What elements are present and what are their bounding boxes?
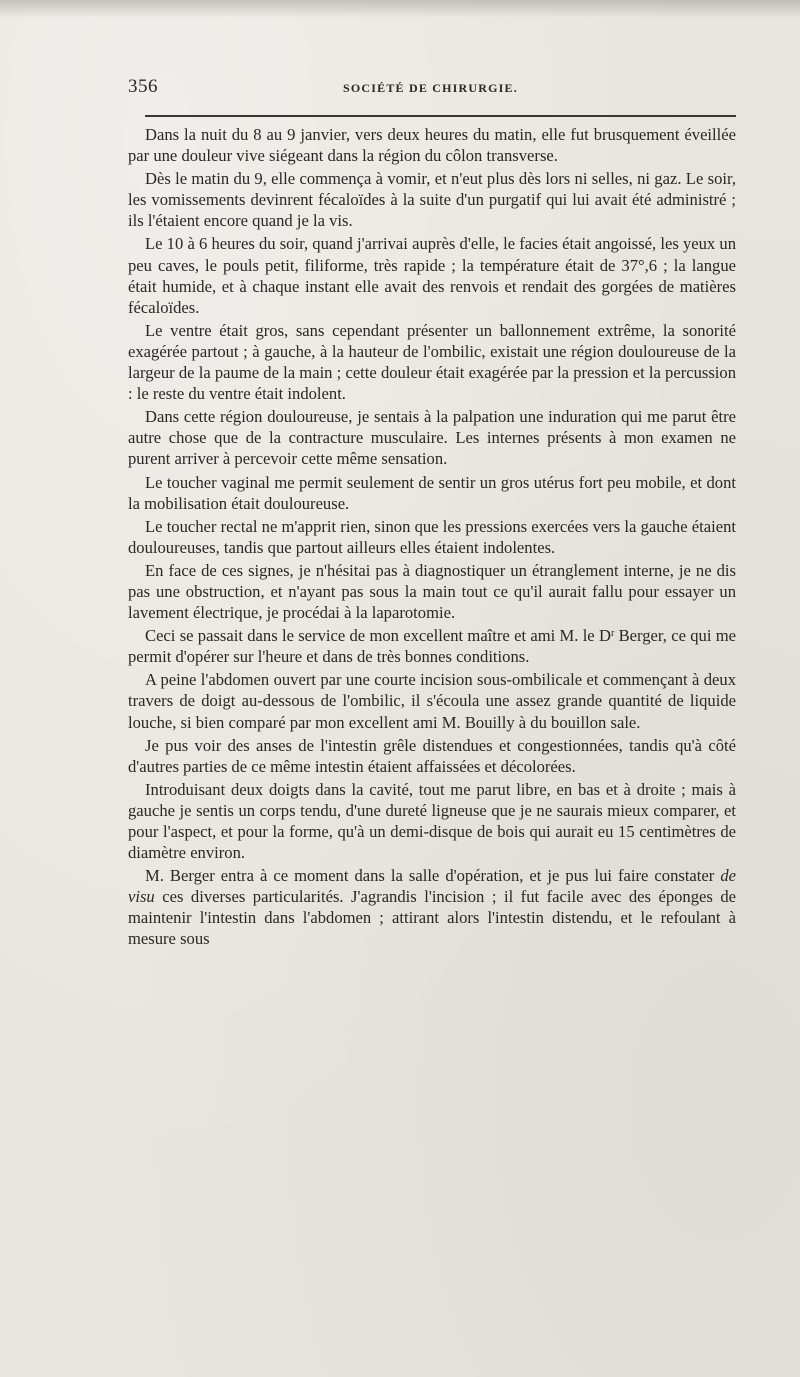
paragraph-6: Le toucher vaginal me permit seulement de sentir un gros utérus fort peu mobile, et dont la mobilisation était douloureuse. <box>128 472 736 513</box>
paragraph-8: En face de ces signes, je n'hésitai pas à diagnostiquer un étranglement interne, je ne dis pas une obstruction, et n'ayant pas sous la main tout ce qu'il aurait fallu pour essayer un lavement électrique, je procédai à la laparotomie. <box>128 560 736 623</box>
paragraph-13-text-a: M. Berger entra à ce moment dans la salle d'opération, et je pus lui faire constater <box>145 866 721 886</box>
paragraph-3: Le 10 à 6 heures du soir, quand j'arrivai auprès d'elle, le facies était angoissé, les yeux un peu caves, le pouls petit, filiforme, très rapide ; la température était de 37°,6 ; la langue était humide, et à chaque instant elle avait des renvois et rendait des gorgées de matières fécaloïdes. <box>128 234 736 317</box>
scan-edge-shadow <box>0 0 800 18</box>
paragraph-13 <box>128 865 736 949</box>
running-title: SOCIÉTÉ DE CHIRURGIE. <box>343 81 518 95</box>
paragraph-7: Le toucher rectal ne m'apprit rien, sinon que les pressions exercées vers la gauche étaient douloureuses, tandis que partout ailleurs elles étaient indolentes. <box>128 516 736 557</box>
paragraph-9-text-a: Ceci se passait dans le service de mon excellent maître et ami M. le D <box>145 626 611 646</box>
paragraph-5: Dans cette région douloureuse, je sentais à la palpation une induration qui me parut être autre chose que de la contracture musculaire. Les internes présents à mon examen ne purent arriver à percevoir cette même sensation. <box>128 407 736 469</box>
paragraph-1: Dans la nuit du 8 au 9 janvier, vers deux heures du matin, elle fut brusquement éveillée par une douleur vive siégeant dans la région du côlon transverse. <box>128 125 736 166</box>
page-number: 356 <box>128 76 158 97</box>
body-text <box>128 124 736 952</box>
paragraph-12: Introduisant deux doigts dans la cavité, tout me parut libre, en bas et à droite ; mais à gauche je sentis un corps tendu, d'une dureté ligneuse que je ne saurais mieux comparer, et pour l'aspect, et pour la forme, qu'à un demi-disque de bois qui aurait eu 15 centimètres de diamètre environ. <box>128 779 736 863</box>
paragraph-9-text-b: Berger, ce qui me permit d'opérer sur l'heure et dans de très bonnes conditions. <box>128 626 736 667</box>
paragraph-13-text-b: ces diverses particularités. J'agrandis l'incision ; il fut facile avec des éponges de maintenir l'intestin dans l'abdomen ; attirant alors l'intestin distendu, et le refoulant à mesure sous <box>128 887 736 949</box>
page-header <box>128 76 736 100</box>
italic-de-visu: de visu <box>128 866 736 907</box>
paragraph-9 <box>128 625 736 667</box>
doctor-superscript: r <box>610 628 615 640</box>
paragraph-10: A peine l'abdomen ouvert par une courte incision sous-ombilicale et commençant à deux travers de doigt au-dessous de l'ombilic, il s'écoula une assez grande quantité de liquide louche, si bien comparé par mon excellent ami M. Bouilly à du bouillon sale. <box>128 670 736 732</box>
paragraph-2: Dès le matin du 9, elle commença à vomir, et n'eut plus dès lors ni selles, ni gaz. Le soir, les vomissements devinrent fécaloïdes à la suite d'un purgatif qui lui avait été administré ; ils l'étaient encore quand je la vis. <box>128 169 736 231</box>
paragraph-4: Le ventre était gros, sans cependant présenter un ballonnement extrême, la sonorité exagérée partout ; à gauche, à la hauteur de l'ombilic, existait une région douloureuse de la largeur de la paume de la main ; cette douleur était exagérée par la pression et la percussion : le reste du ventre était indolent. <box>128 320 736 404</box>
header-rule <box>145 115 736 117</box>
paragraph-11: Je pus voir des anses de l'intestin grêle distendues et congestionnées, tandis qu'à côté d'autres parties de ce même intestin étaient affaissées et décolorées. <box>128 735 736 776</box>
